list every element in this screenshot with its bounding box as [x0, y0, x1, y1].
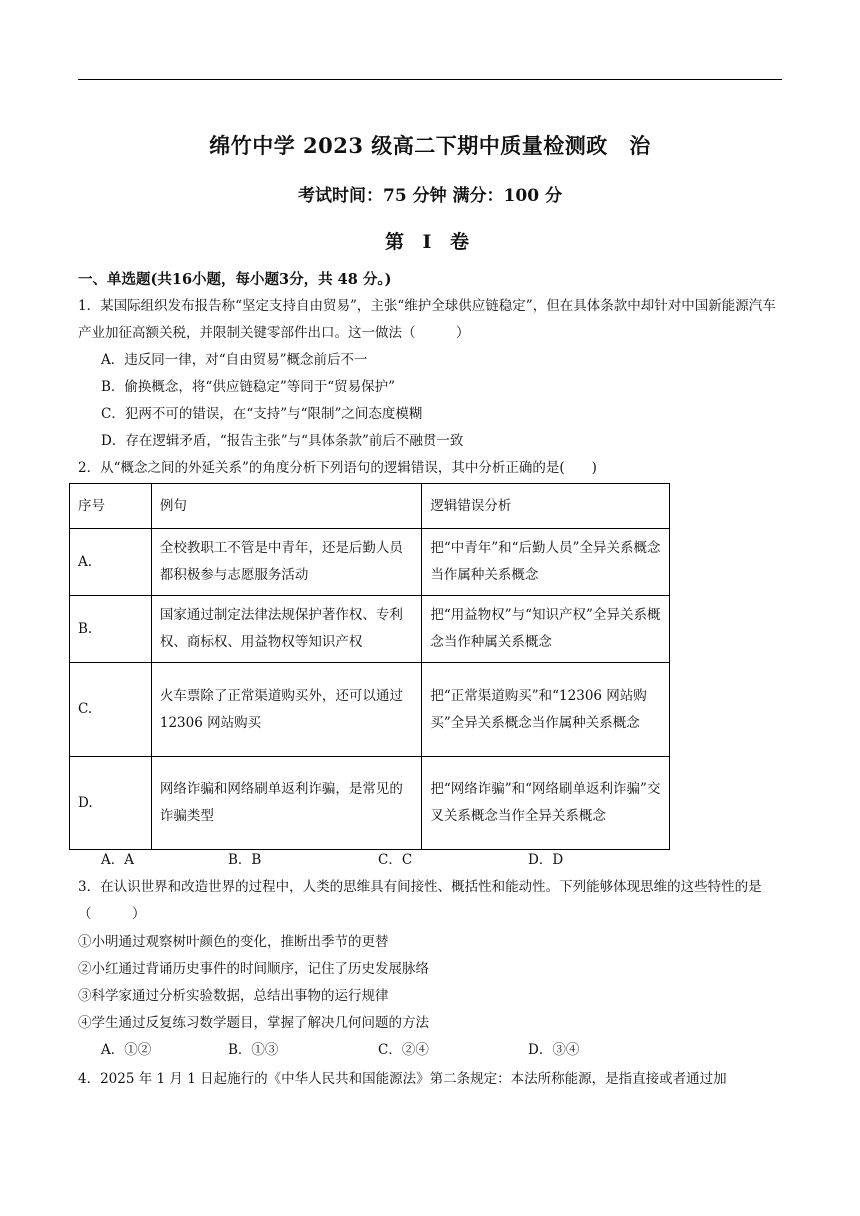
table-cell-analysis: 把“用益物权”与“知识产权”全异关系概念当作种属关系概念: [422, 596, 670, 663]
question-3-option-a: A．①②: [101, 1042, 152, 1058]
question-2-table: [69, 483, 670, 850]
exam-subtitle: 考试时间：75 分钟 满分：100 分: [298, 186, 562, 206]
table-cell-sentence: 火车票除了正常渠道购买外，还可以通过 12306 网站购买: [151, 663, 421, 757]
question-3-item-3: ③科学家通过分析实验数据，总结出事物的运行规律: [78, 988, 389, 1004]
question-3-option-c: C．②④: [378, 1042, 429, 1058]
table-cell-label: A.: [70, 529, 152, 596]
question-1-option-a: A．违反同一律，对“自由贸易”概念前后不一: [101, 352, 368, 368]
question-1-stem: 1．某国际组织发布报告称“坚定支持自由贸易”，主张“维护全球供应链稳定”，但在具体条款中却针对中国新能源汽车产业加征高额关税，并限制关键零部件出口。这一做法（ ）: [78, 298, 776, 341]
question-3-item-1: ①小明通过观察树叶颜色的变化，推断出季节的更替: [78, 934, 389, 950]
question-3-stem: 3．在认识世界和改造世界的过程中，人类的思维具有间接性、概括性和能动性。下列能够体现思维的这些特性的是（ ）: [78, 879, 762, 922]
table-header-cell: 序号: [70, 484, 152, 529]
question-2-option-c: C．C: [378, 852, 413, 868]
header-rule: [78, 79, 782, 80]
table-cell-label: B.: [70, 596, 152, 663]
question-2-option-d: D．D: [528, 852, 564, 868]
question-3-item-4: ④学生通过反复练习数学题目，掌握了解决几何问题的方法: [78, 1015, 429, 1031]
table-cell-sentence: 国家通过制定法律法规保护著作权、专利权、商标权、用益物权等知识产权: [151, 596, 421, 663]
volume-heading: 第 I 卷: [384, 231, 476, 253]
question-1-option-d: D．存在逻辑矛盾，“报告主张”与“具体条款”前后不融贯一致: [101, 433, 464, 449]
table-row: [70, 757, 670, 850]
question-2-option-b: B．B: [228, 852, 262, 868]
table-cell-analysis: 把“正常渠道购买”和“12306 网站购买”全异关系概念当作属种关系概念: [422, 663, 670, 757]
question-2-stem: 2．从“概念之间的外延关系”的角度分析下列语句的逻辑错误，其中分析正确的是( ): [78, 460, 597, 476]
question-3-option-d: D．③④: [528, 1042, 580, 1058]
table-row: [70, 596, 670, 663]
table-cell-analysis: 把“中青年”和“后勤人员”全异关系概念当作属种关系概念: [422, 529, 670, 596]
question-3-option-b: B．①③: [228, 1042, 279, 1058]
question-1-option-c: C．犯两不可的错误，在“支持”与“限制”之间态度模糊: [101, 406, 423, 422]
table-header-cell: 例句: [151, 484, 421, 529]
table-row: [70, 529, 670, 596]
question-4-stem: 4．2025 年 1 月 1 日起施行的《中华人民共和国能源法》第二条规定：本法所称能源，是指直接或者通过加: [78, 1071, 727, 1087]
question-1-option-b: B．偷换概念，将“供应链稳定”等同于“贸易保护”: [101, 379, 396, 395]
table-cell-sentence: 全校教职工不管是中青年，还是后勤人员都积极参与志愿服务活动: [151, 529, 421, 596]
table-cell-analysis: 把“网络诈骗”和“网络刷单返利诈骗”交叉关系概念当作全异关系概念: [422, 757, 670, 850]
table-header-row: [70, 484, 670, 529]
table-cell-label: C.: [70, 663, 152, 757]
table-cell-label: D.: [70, 757, 152, 850]
table-header-cell: 逻辑错误分析: [422, 484, 670, 529]
question-3-item-2: ②小红通过背诵历史事件的时间顺序，记住了历史发展脉络: [78, 961, 429, 977]
section-heading: 一、单选题(共16小题，每小题3分，共 48 分。): [78, 271, 392, 288]
question-2-option-a: A．A: [101, 852, 134, 868]
exam-title: 绵竹中学 2023 级高二下期中质量检测政 治: [209, 133, 651, 158]
table-cell-sentence: 网络诈骗和网络刷单返利诈骗，是常见的诈骗类型: [151, 757, 421, 850]
table-row: [70, 663, 670, 757]
